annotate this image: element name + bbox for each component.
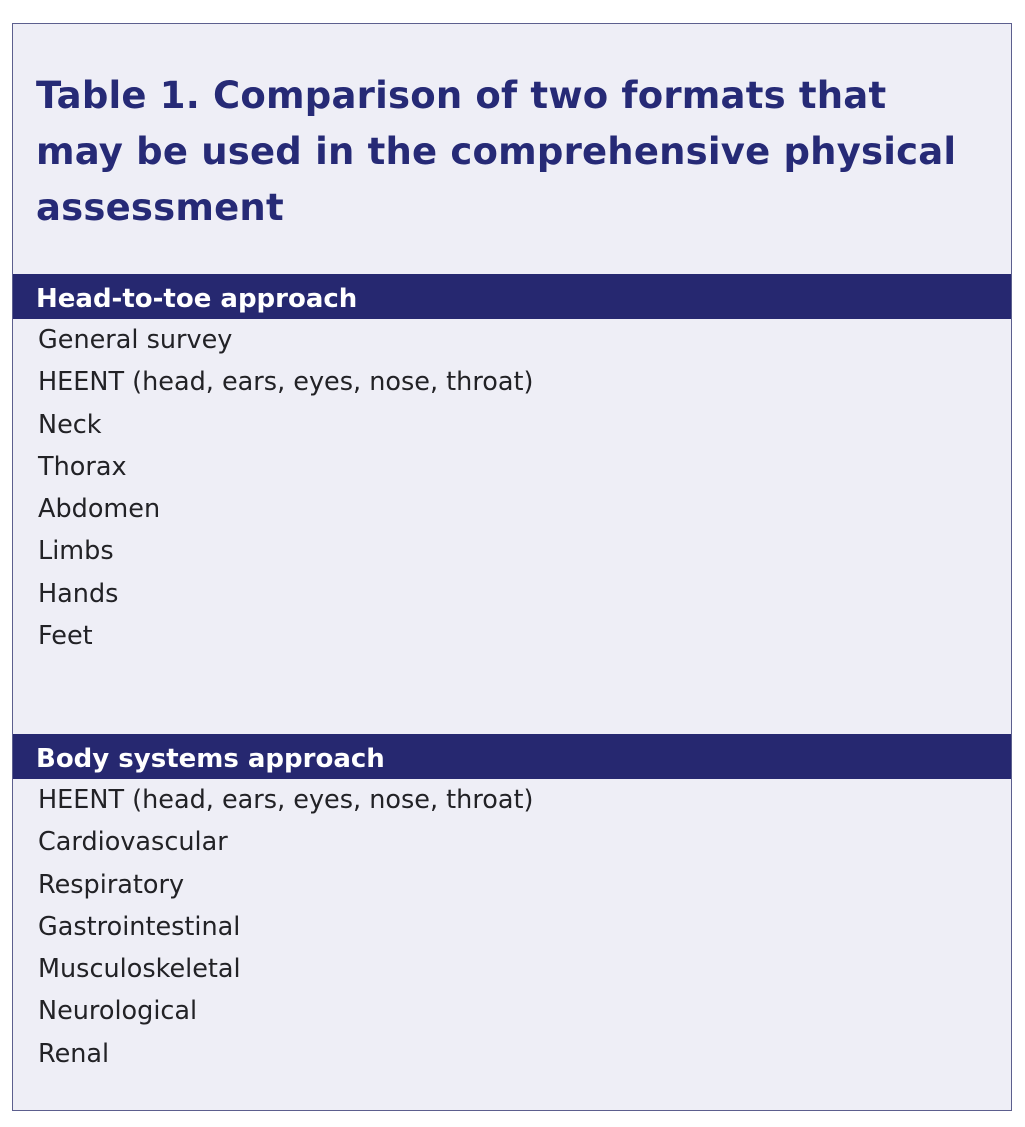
list-item: Respiratory <box>38 869 185 900</box>
list-item: HEENT (head, ears, eyes, nose, throat) <box>38 785 534 815</box>
list-item: Feet <box>38 621 93 652</box>
item-list-head-to-toe <box>13 319 1011 657</box>
list-item: Cardiovascular <box>38 827 228 858</box>
list-item: Hands <box>38 578 119 609</box>
section-header-body-systems: Body systems approach <box>13 734 1011 779</box>
list-item: Neck <box>38 409 102 440</box>
list-item: Gastrointestinal <box>38 911 241 942</box>
section-head-to-toe <box>13 274 1011 657</box>
section-header-head-to-toe: Head-to-toe approach <box>13 274 1011 319</box>
section-body-systems <box>13 734 1011 1075</box>
list-item: Renal <box>38 1038 110 1069</box>
list-item: Limbs <box>38 536 114 567</box>
list-item: Musculoskeletal <box>38 954 241 985</box>
list-item: General survey <box>38 325 233 355</box>
list-item: Thorax <box>38 451 127 482</box>
list-item: HEENT (head, ears, eyes, nose, throat) <box>38 367 534 398</box>
list-item: Abdomen <box>38 494 161 525</box>
table-title: Table 1. Comparison of two formats that may be used in the comprehensive physical assessment <box>36 74 957 229</box>
item-list-body-systems <box>13 779 1011 1075</box>
table-panel <box>12 23 1012 1111</box>
list-item: Neurological <box>38 996 198 1027</box>
